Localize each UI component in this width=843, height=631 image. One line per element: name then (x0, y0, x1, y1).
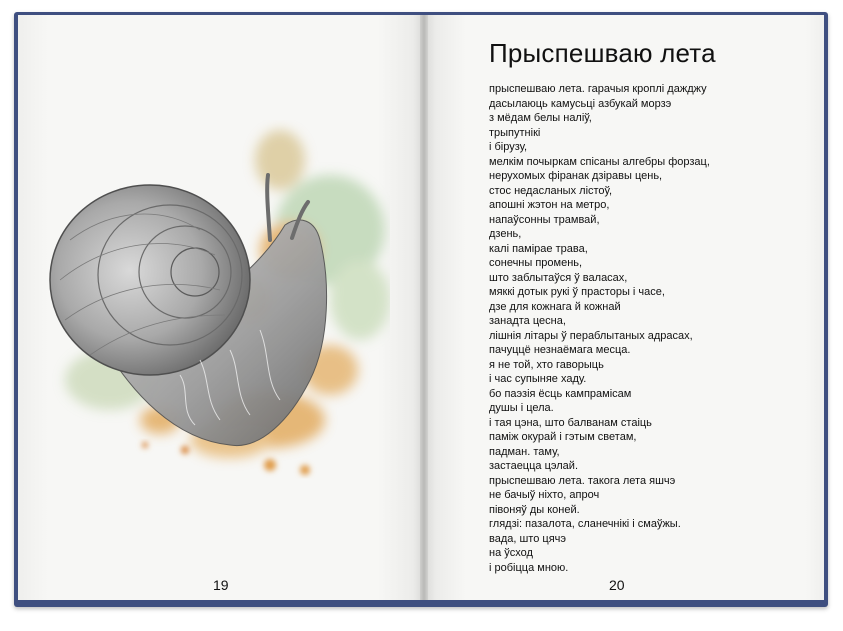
poem-line: на ўсход (489, 547, 533, 559)
poem-line: трыпутнікі (489, 126, 541, 139)
poem-line: што заблытаўся ў валасах, (489, 271, 628, 284)
poem-line: мелкім почыркам спісаны алгебры форзац, (489, 155, 710, 168)
page-number-left: 19 (213, 577, 229, 593)
snail-illustration (30, 120, 390, 490)
poem-line: лішнія літары ў пераблытаных адрасах, (489, 329, 693, 342)
poem-line: апошні жэтон на метро, (489, 199, 610, 211)
poem-line: калі паміраe трава, (489, 242, 588, 255)
poem-line: бо паэзія ёсць кампрамісам (489, 387, 632, 400)
poem-line: занадта цесна, (489, 315, 566, 327)
poem-line: дасылаюць камусьці азбукай морзэ (489, 97, 672, 110)
book-gutter (420, 15, 428, 600)
poem-line: півоняў ды коней. (489, 503, 580, 516)
poem-text (489, 82, 789, 575)
poem-line: пачуццё незнаёмага месца. (489, 344, 631, 356)
poem-line: дзень, (489, 228, 522, 240)
poem-line: стос недасланых лістоў, (489, 184, 612, 197)
poem-line: дзе для кожнага й кожнай (489, 300, 621, 313)
poem-line: і робіцца мною. (489, 561, 569, 574)
poem-line: глядзі: пазалота, сланечнікі і смаўжы. (489, 518, 681, 530)
poem-line: сонечны промень, (489, 257, 583, 269)
poem-line: напаўсонны трамвай, (489, 213, 600, 226)
poem-line: і час супыняе хаду. (489, 373, 587, 385)
snail-shell (50, 185, 250, 375)
poem-line: і бірузу, (489, 141, 528, 153)
poem-line: нерухомых фіранак дзіравы цень, (489, 170, 663, 182)
poem-line: з мёдам белы наліў, (489, 112, 592, 124)
poem-line: прыспешваю лета. гарачыя кроплі дажджу (489, 83, 707, 95)
poem-line: і тая цэна, што балванам стаіць (489, 416, 652, 429)
poem-line: прыспешваю лета. такога лета яшчэ (489, 474, 676, 487)
poem-line: паміж окурай і гэтым светам, (489, 431, 637, 443)
poem-line: душы і цела. (489, 402, 554, 414)
poem-line: не бачыў ніхто, апроч (489, 489, 600, 501)
page-number-right: 20 (609, 577, 625, 593)
poem-line: застаецца цэлай. (489, 460, 578, 472)
poem-title: Прыспешваю лета (489, 38, 716, 68)
poem-line: мяккі дотык рукі ў прасторы і часе, (489, 286, 665, 298)
poem-line: падман. таму, (489, 445, 560, 458)
poem-line: вада, што цячэ (489, 532, 566, 545)
poem-line: я не той, хто гаворыць (489, 358, 604, 371)
